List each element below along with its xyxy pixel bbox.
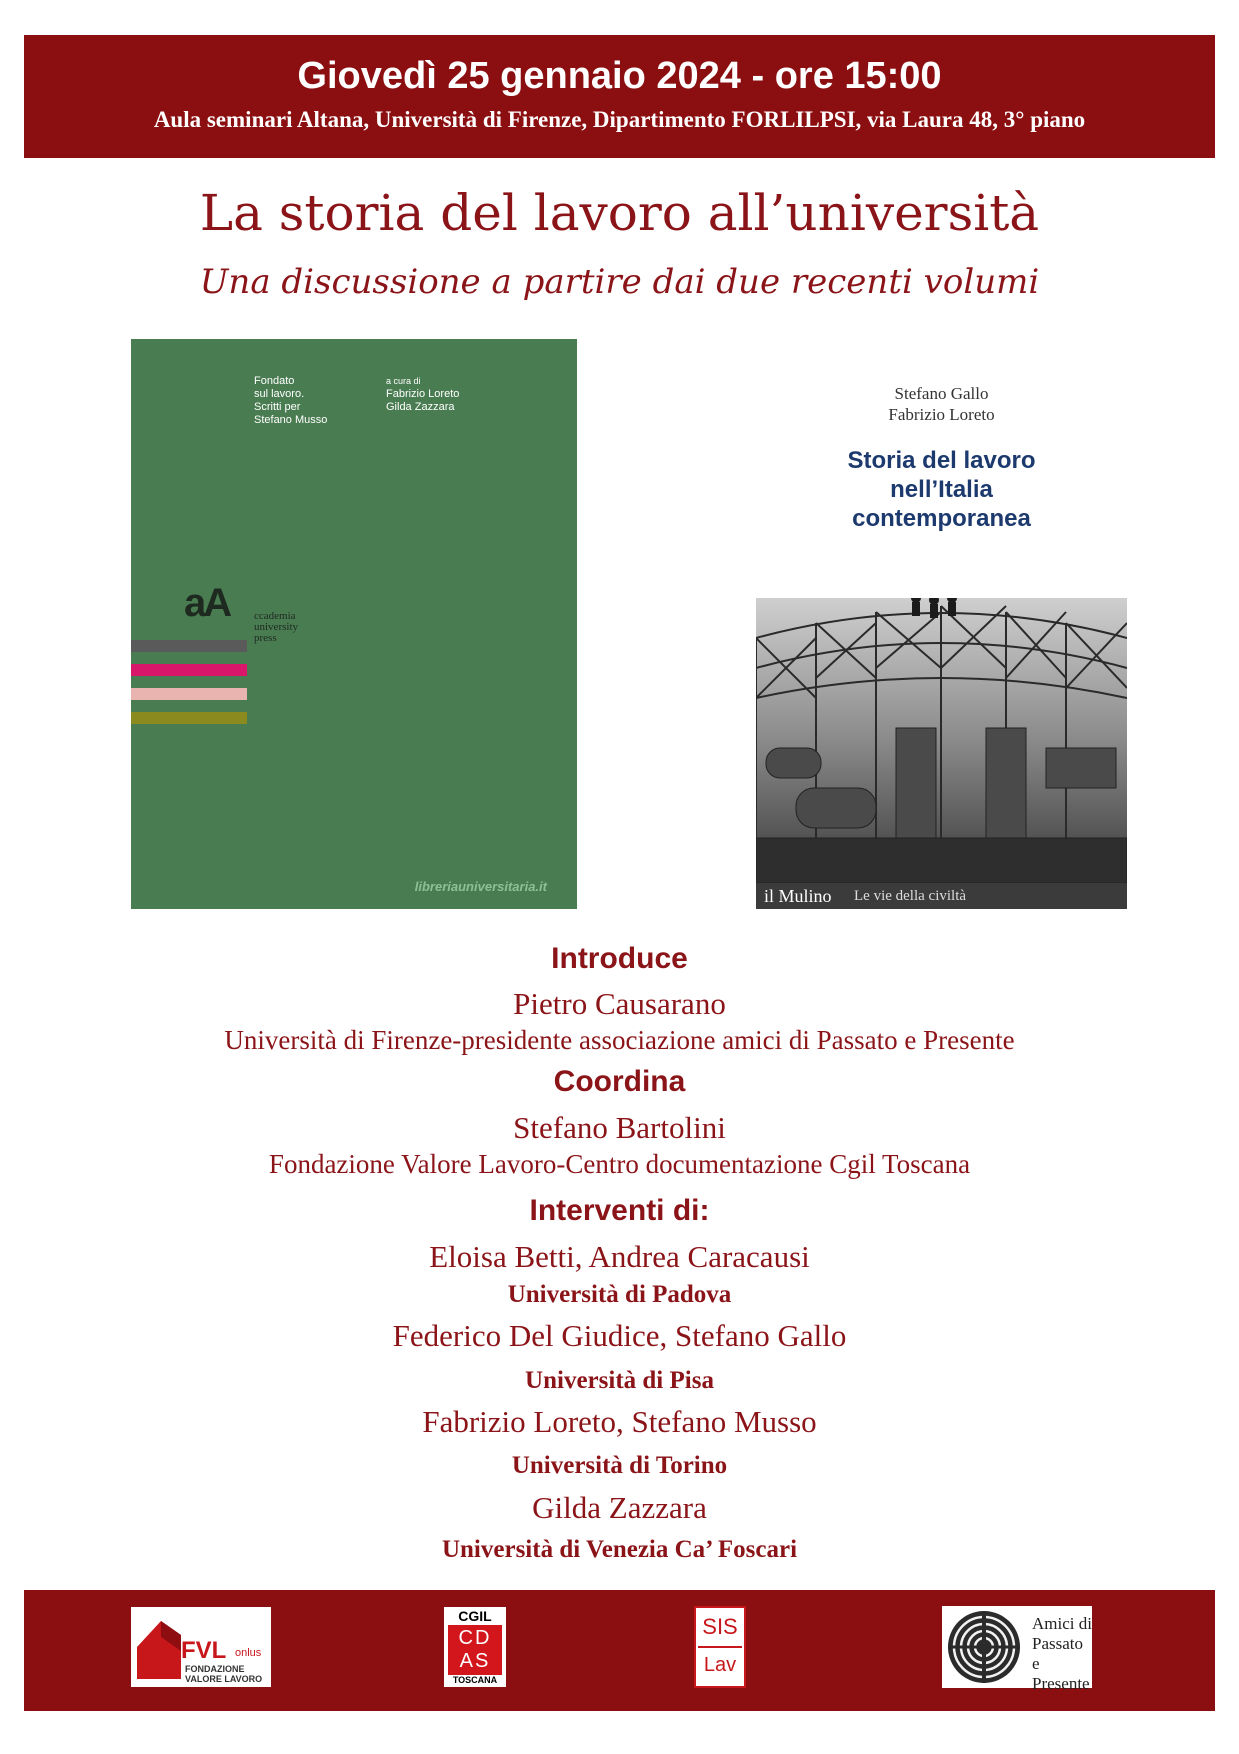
series-name: Le vie della civiltà — [854, 888, 967, 904]
book1-editors: Fabrizio Loreto Gilda Zazzara — [386, 388, 460, 413]
publisher-name: il Mulino — [764, 886, 832, 906]
bookshop-site: libreriauniversitaria.it — [414, 879, 547, 894]
introduce-name: Pietro Causarano — [513, 986, 726, 1021]
introduce-affiliation: Università di Firenze-presidente associazione amici di Passato e Presente — [224, 1025, 1015, 1055]
speaker-affiliation: Università di Padova — [507, 1281, 732, 1308]
introduce-label: Introduce — [551, 942, 688, 975]
interventi-label: Interventi di: — [529, 1194, 710, 1227]
book1-title: Fondato sul lavoro. Scritti per Stefano Musso — [254, 375, 328, 426]
speaker-names: Federico Del Giudice, Stefano Gallo — [392, 1318, 847, 1353]
amici-logo — [942, 1606, 1092, 1693]
book2-title — [756, 446, 1127, 533]
event-subtitle: Una discussione a partire dai due recenti volumi — [199, 262, 1040, 302]
publisher-logo: aA — [184, 581, 230, 625]
cgil-mid2: AS — [459, 1650, 491, 1672]
industrial-photo — [756, 598, 1127, 883]
book2-author: Stefano Gallo — [894, 384, 989, 403]
cgil-mid1: CD — [458, 1627, 492, 1649]
book2-title-line: contemporanea — [852, 505, 1031, 532]
fvl-abbr: FVL — [181, 1637, 227, 1664]
book2-authors — [756, 383, 1127, 425]
speaker-affiliation: Università di Venezia Ca’ Foscari — [441, 1536, 798, 1563]
event-venue: Aula seminari Altana, Università di Firenze, Dipartimento FORLILPSI, via Laura 48, 3° piano — [153, 107, 1086, 132]
sislav-divider — [698, 1646, 742, 1648]
book2-title-line: nell’Italia — [890, 476, 993, 503]
stripe-grey — [131, 640, 247, 652]
publisher-bar — [756, 883, 1127, 909]
event-banner — [24, 35, 1215, 158]
fvl-suffix: onlus — [235, 1647, 262, 1659]
fvl-logo — [131, 1607, 271, 1687]
coordina-label: Coordina — [553, 1065, 686, 1098]
event-date: Giovedì 25 gennaio 2024 - ore 15:00 — [297, 55, 942, 97]
speaker-names: Gilda Zazzara — [532, 1490, 707, 1525]
event-title: La storia del lavoro all’università — [199, 184, 1040, 242]
publisher-name: ccademia university press — [254, 610, 298, 644]
fvl-line1: FONDAZIONE — [185, 1664, 245, 1674]
speaker-names: Fabrizio Loreto, Stefano Musso — [422, 1404, 817, 1439]
sislav-top: SIS — [702, 1614, 738, 1639]
coordina-name: Stefano Bartolini — [513, 1110, 726, 1145]
cgil-top: CGIL — [458, 1608, 492, 1624]
cgil-cdas-logo — [444, 1607, 506, 1687]
stripe-pink — [131, 688, 247, 700]
book-cover-storia-del-lavoro — [756, 373, 1127, 909]
labyrinth-icon — [944, 1607, 1024, 1687]
partners-banner — [24, 1590, 1215, 1711]
speaker-affiliation: Università di Pisa — [525, 1367, 714, 1394]
book2-title-line: Storia del lavoro — [847, 447, 1036, 474]
book-cover-fondato-sul-lavoro — [131, 339, 577, 909]
sislav-logo — [694, 1606, 746, 1688]
fvl-line2: VALORE LAVORO — [185, 1674, 263, 1684]
cgil-bottom: TOSCANA — [452, 1675, 498, 1685]
sislav-bottom: Lav — [703, 1654, 737, 1676]
coordina-affiliation: Fondazione Valore Lavoro-Centro documentazione Cgil Toscana — [268, 1149, 971, 1179]
speaker-names: Eloisa Betti, Andrea Caracausi — [429, 1239, 810, 1274]
amici-text: Amici di Passato e Presente — [1032, 1614, 1092, 1693]
stripe-magenta — [131, 664, 247, 676]
book2-author: Fabrizio Loreto — [888, 405, 995, 424]
speaker-affiliation: Università di Torino — [511, 1452, 728, 1479]
stripe-olive — [131, 712, 247, 724]
book1-curated-by: a cura di — [386, 376, 421, 386]
